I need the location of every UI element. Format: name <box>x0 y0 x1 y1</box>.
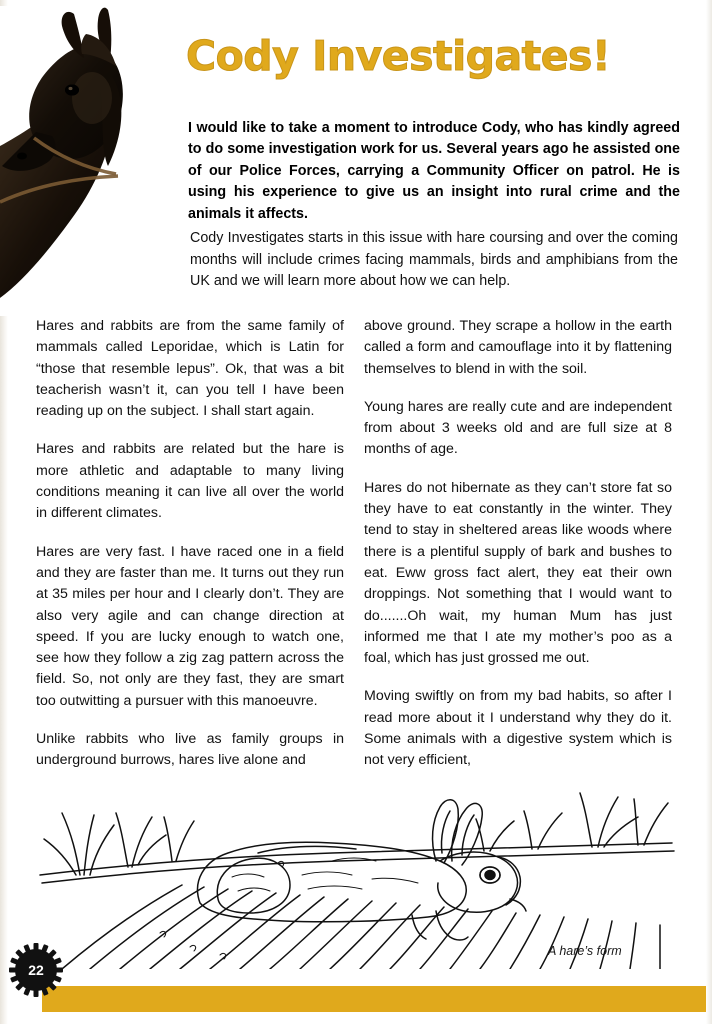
body-column-right <box>364 316 672 772</box>
illustration-caption: A hare’s form <box>548 944 622 958</box>
intro-sub-paragraph: Cody Investigates starts in this issue with hare coursing and over the coming months will include crimes facing mammals, birds and amphibians from the UK and we will learn more about how we can help. <box>190 230 678 290</box>
hare-illustration <box>32 757 680 969</box>
paragraph: Hares and rabbits are related but the hare is more athletic and adaptable to many living conditions meaning it can live all over the world in different climates. <box>36 441 344 522</box>
page-number-badge <box>8 942 64 998</box>
paragraph: Unlike rabbits who live as family groups in underground burrows, hares live alone and <box>36 731 344 769</box>
intro-bold-paragraph: I would like to take a moment to introduce Cody, who has kindly agreed to do some investigation work for us. Several years ago he assisted one of our Police Forces, carrying a Community Officer on patrol. He is using his experience to give us an insight into rural crime and the animals it affects. <box>188 120 680 222</box>
paragraph: Young hares are really cute and are independent from about 3 weeks old and are full size at 8 months of age. <box>364 398 672 458</box>
body-column-left <box>36 316 344 772</box>
horse-photo <box>0 6 176 316</box>
paragraph: Moving swiftly on from my bad habits, so after I read more about it I understand why they do it. Some animals with a digestive system which is not very efficient, <box>364 688 672 769</box>
paragraph: Hares do not hibernate as they can’t store fat so they have to eat constantly in the winter. They tend to stay in sheltered areas like woods where there is a plentiful supply of bark and bushes to eat. Eww gross fact alert, they eat their own droppings. Not something that I would want to do.......Oh wait, my human Mum has just informed me that I ate my mother’s poo as a foal, which has just grossed me out. <box>364 479 672 667</box>
page-title: Cody Investigates! <box>186 32 611 80</box>
page-number: 22 <box>28 962 44 978</box>
paragraph: Hares are very fast. I have raced one in a field and they are faster than me. It turns out they run at 35 miles per hour and I clearly don’t. They are also very agile and can change direction at speed. If you are lucky enough to watch one, see how they follow a zig zag pattern across the field. So, not only are they fast, they are smart too outwitting a pursuer with this manoeuvre. <box>36 543 344 709</box>
paragraph: Hares and rabbits are from the same family of mammals called Leporidae, which is Latin for “those that resemble lepus”. Ok, that was a bit teacherish wasn’t it, can you tell I have been reading up on the subject. I shall start again. <box>36 318 344 420</box>
footer-bar <box>42 986 706 1012</box>
page-edge-right <box>706 0 712 1024</box>
paragraph: above ground. They scrape a hollow in the earth called a form and camouflage into it by flattening themselves to blend in with the soil. <box>364 318 672 377</box>
